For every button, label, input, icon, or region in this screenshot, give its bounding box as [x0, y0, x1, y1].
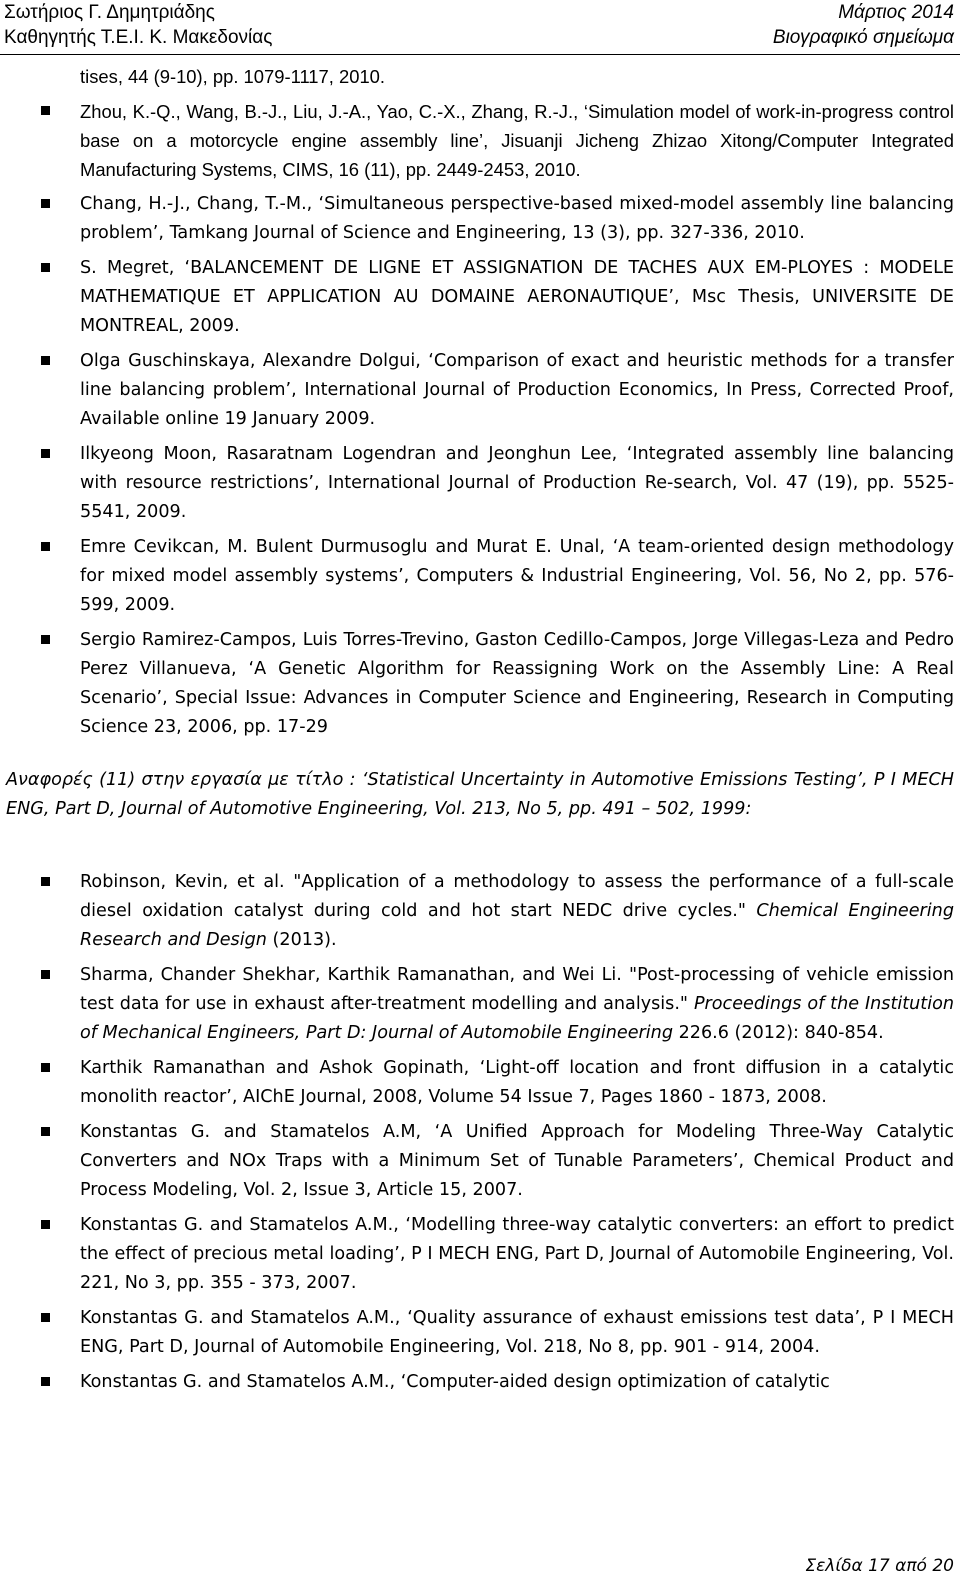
author-affiliation: Καθηγητής Τ.Ε.Ι. Κ. Μακεδονίας [4, 27, 273, 48]
reference-text: (2013). [266, 930, 337, 950]
list-item [0, 347, 960, 434]
bullet-icon [41, 635, 50, 644]
reference-text: Konstantas G. and Stamatelos A.M, ‘A Unified Approach for Modeling Three-Way Catalytic Converters and NOx Traps with a Minimum Set of Tunable Parameters’, Chemical Product and Process Modeling, Vol. 2, Issue 3, Article 15, 2007. [80, 1122, 954, 1200]
bullet-icon [41, 449, 50, 458]
bullet-icon [41, 106, 50, 115]
list-item [0, 254, 960, 341]
journal-title: Chemical Engineering Research and Design [80, 901, 954, 950]
reference-continuation: tises, 44 (9-10), pp. 1079-1117, 2010. [80, 66, 386, 87]
list-item [0, 1368, 960, 1397]
reference-text: S. Megret, ‘BALANCEMENT DE LIGNE ET ASSIGNATION DE TACHES AUX EM-PLOYES : MODELE MATHEMATIQUE ET APPLICATION AU DOMAINE AERONAUTIQUE’, Msc Thesis, UNIVERSITE DE MONTREAL, 2009. [80, 258, 954, 336]
list-item [0, 961, 960, 1048]
page-body [0, 62, 960, 1403]
list-item [0, 868, 960, 955]
section-heading: Αναφορές (11) στην εργασία με τίτλο : ‘Statistical Uncertainty in Automotive Emissions Testing’, P I MECH ENG, Part D, Journal of Automotive Engineering, Vol. 213, No 5, pp. 491 – 502, 1999: [6, 770, 954, 819]
list-item [0, 97, 960, 184]
list-item [0, 62, 960, 91]
reference-text: Ilkyeong Moon, Rasaratnam Logendran and Jeonghun Lee, ‘Integrated assembly line balancing with resource restrictions’, International Journal of Production Re-search, Vol. 47 (19), pp. 5525-5541, 2009. [80, 444, 954, 522]
reference-text: Zhou, K.-Q., Wang, B.-J., Liu, J.-A., Yao, C.-X., Zhang, R.-J., ‘Simulation model of work-in-progress control base on a motorcycle engine assembly line’, Jisuanji Jicheng Zhizao Xitong/Computer Integrated Manufacturing Systems, CIMS, 16 (11), pp. 2449-2453, 2010. [80, 101, 954, 180]
bullet-icon [41, 1377, 50, 1386]
reference-text: Sergio Ramirez-Campos, Luis Torres-Trevino, Gaston Cedillo-Campos, Jorge Villegas-Leza and Pedro Perez Villanueva, ‘A Genetic Algorithm for Reassigning Work on the Assembly Line: A Real Scenario’, Special Issue: Advances in Computer Science and Engineering, Research in Computing Science 23, 2006, pp. 17-29 [80, 630, 954, 737]
reference-text: Olga Guschinskaya, Alexandre Dolgui, ‘Comparison of exact and heuristic methods for a transfer line balancing problem’, International Journal of Production Economics, In Press, Corrected Proof, Available online 19 January 2009. [80, 351, 954, 429]
list-item [0, 626, 960, 742]
bullet-icon [41, 199, 50, 208]
header-divider [0, 54, 960, 55]
bullet-icon [41, 1127, 50, 1136]
list-item [0, 1118, 960, 1205]
list-item [0, 1304, 960, 1362]
journal-title: Proceedings of the Institution of Mechanical Engineers, Part D: Journal of Automobile Engineering [80, 994, 954, 1043]
reference-text: Chang, H.-J., Chang, T.-M., ‘Simultaneous perspective-based mixed-model assembly line balancing problem’, Tamkang Journal of Science and Engineering, 13 (3), pp. 327-336, 2010. [80, 194, 954, 243]
bullet-icon [41, 970, 50, 979]
bullet-icon [41, 356, 50, 365]
bullet-icon [41, 263, 50, 272]
reference-text: Sharma, Chander Shekhar, Karthik Ramanathan, and Wei Li. "Post-processing of vehicle emission test data for use in exhaust after-treatment modelling and analysis." [80, 965, 954, 1014]
reference-text: Robinson, Kevin, et al. "Application of a methodology to assess the performance of a full-scale diesel oxidation catalyst during cold and hot start NEDC drive cycles." [80, 872, 954, 921]
reference-text: Karthik Ramanathan and Ashok Gopinath, ‘Light-off location and front diffusion in a catalytic monolith reactor’, AIChE Journal, 2008, Volume 54 Issue 7, Pages 1860 - 1873, 2008. [80, 1058, 954, 1107]
author-name: Σωτήριος Γ. Δημητριάδης [4, 2, 215, 23]
list-item [0, 1211, 960, 1298]
reference-text: Konstantas G. and Stamatelos A.M., ‘Computer-aided design optimization of catalytic [80, 1372, 830, 1392]
reference-text: Konstantas G. and Stamatelos A.M., ‘Modelling three-way catalytic converters: an effort to predict the effect of precious metal loading’, P I MECH ENG, Part D, Journal of Automobile Engineering, Vol. 221, No 3, pp. 355 - 373, 2007. [80, 1215, 954, 1293]
bullet-icon [41, 542, 50, 551]
reference-text: Emre Cevikcan, M. Bulent Durmusoglu and Murat E. Unal, ‘A team-oriented design methodology for mixed model assembly systems’, Computers & Industrial Engineering, Vol. 56, No 2, pp. 576-599, 2009. [80, 537, 954, 615]
document-date: Μάρτιος 2014 [838, 2, 954, 23]
list-item [0, 190, 960, 248]
document-type: Βιογραφικό σημείωμα [772, 27, 954, 48]
list-item [0, 533, 960, 620]
bullet-icon [41, 877, 50, 886]
list-item [0, 440, 960, 527]
bullet-icon [41, 1313, 50, 1322]
reference-text: Konstantas G. and Stamatelos A.M., ‘Quality assurance of exhaust emissions test data’, P I MECH ENG, Part D, Journal of Automobile Engineering, Vol. 218, No 8, pp. 901 - 914, 2004. [80, 1308, 954, 1357]
bullet-icon [41, 1063, 50, 1072]
list-item [0, 1054, 960, 1112]
page-number: Σελίδα 17 από 20 [805, 1556, 954, 1576]
bullet-icon [41, 1220, 50, 1229]
reference-text: 226.6 (2012): 840-854. [673, 1023, 884, 1043]
page-header [0, 0, 960, 58]
